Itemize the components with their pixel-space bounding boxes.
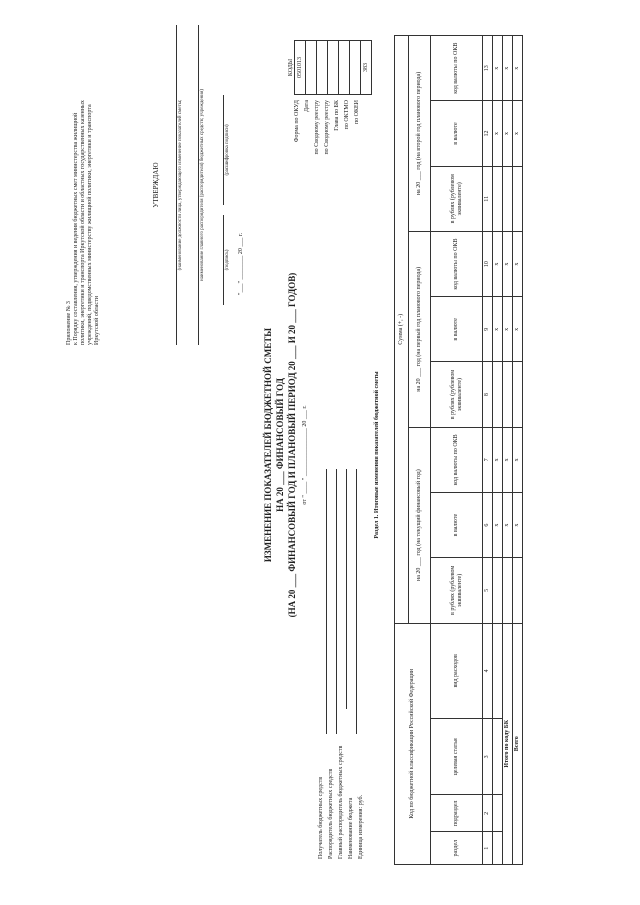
table-cell xyxy=(493,719,503,795)
x-cell: x xyxy=(503,297,513,362)
col-number: 5 xyxy=(483,558,493,623)
col-number: 6 xyxy=(483,492,493,557)
table-row xyxy=(503,36,513,865)
code-value xyxy=(350,41,361,95)
table-cell xyxy=(493,832,503,865)
col-header: раздел xyxy=(431,832,483,865)
doc-title xyxy=(262,245,298,645)
x-cell: x xyxy=(493,492,503,557)
table-cell xyxy=(493,558,503,623)
col-number: 13 xyxy=(483,36,493,101)
appendix-line: учреждений, подведомственных министерству жилищной политики, энергетики и транспорта xyxy=(87,104,93,345)
field-label: Получатель бюджетных средств xyxy=(318,776,324,859)
col-number: 1 xyxy=(483,832,493,865)
field-label: Главный распорядитель бюджетных средств xyxy=(338,745,344,859)
x-cell: x xyxy=(513,231,523,296)
col-header: код валюты по ОКВ xyxy=(431,427,483,492)
title-line: (НА 20 ___ ФИНАНСОВЫЙ ГОД И ПЛАНОВЫЙ ПЕРИОД 20 ___ И 20 ___ ГОДОВ) xyxy=(287,272,297,618)
col-header: в валюте xyxy=(431,297,483,362)
table-cell xyxy=(513,362,523,427)
field-row xyxy=(318,439,328,859)
field-row xyxy=(328,439,338,859)
table-cell xyxy=(513,558,523,623)
code-value xyxy=(328,41,339,95)
codes-table xyxy=(270,40,372,95)
col-number: 8 xyxy=(483,362,493,427)
changes-table xyxy=(394,35,523,865)
approve-title: УТВЕРЖДАЮ xyxy=(152,162,160,208)
col-number: 11 xyxy=(483,166,493,231)
table-cell xyxy=(503,166,513,231)
code-label: по Сводному реестру xyxy=(314,100,320,155)
title-line: ИЗМЕНЕНИЕ ПОКАЗАТЕЛЕЙ БЮДЖЕТНОЙ СМЕТЫ xyxy=(263,327,273,563)
year3-header: на 20 ___ год (на второй год планового периода) xyxy=(409,36,431,232)
code-label: по Сводному реестру xyxy=(324,100,330,155)
year2-header: на 20 ___ год (на первый год планового периода) xyxy=(409,231,431,427)
code-value: 0501013 xyxy=(295,41,306,95)
approve-line xyxy=(198,25,199,345)
appendix-line: Иркутской области xyxy=(94,296,100,345)
year1-header: на 20 ___ год (на текущий финансовый год) xyxy=(409,427,431,623)
appendix-line: политики, энергетики и транспорта Иркутской области и областных государственных казенных xyxy=(80,100,86,345)
x-cell: x xyxy=(503,492,513,557)
code-value xyxy=(306,41,317,95)
col-header: в рублях (рублевом эквиваленте) xyxy=(431,362,483,427)
field-row xyxy=(348,439,358,859)
x-cell: x xyxy=(503,231,513,296)
col-number: 10 xyxy=(483,231,493,296)
table-cell xyxy=(513,166,523,231)
x-cell: x xyxy=(513,492,523,557)
col-header: код валюты по ОКВ xyxy=(431,36,483,101)
table-cell xyxy=(493,795,503,832)
col-header: код валюты по ОКВ xyxy=(431,231,483,296)
appendix-line: Приложение № 3 xyxy=(66,301,72,345)
x-cell: x xyxy=(513,297,523,362)
decode-line xyxy=(223,95,224,205)
field-label: Распорядитель бюджетных средств xyxy=(328,768,334,859)
appendix-note xyxy=(66,25,101,345)
col-number: 7 xyxy=(483,427,493,492)
col-header: в валюте xyxy=(431,492,483,557)
x-cell: x xyxy=(493,297,503,362)
x-cell: x xyxy=(503,427,513,492)
col-header: в валюте xyxy=(431,101,483,166)
x-cell: x xyxy=(493,427,503,492)
field-label: Единица измерения: руб. xyxy=(358,794,364,859)
signature-line xyxy=(223,215,224,305)
x-cell: x xyxy=(513,36,523,101)
code-value xyxy=(339,41,350,95)
x-cell: x xyxy=(493,101,503,166)
field-line xyxy=(326,469,327,734)
x-cell: x xyxy=(503,101,513,166)
col-header: в рублях (рублевом эквиваленте) xyxy=(431,166,483,231)
table-cell xyxy=(503,558,513,623)
header-fields xyxy=(318,439,368,859)
table-cell xyxy=(493,623,503,719)
total-kbk-label: Итого по коду БК xyxy=(503,623,513,864)
field-line xyxy=(356,469,357,734)
table-cell xyxy=(503,362,513,427)
approve-line xyxy=(176,25,177,345)
code-value: 383 xyxy=(361,41,372,95)
signature-caption: (подпись) xyxy=(225,249,230,271)
code-value xyxy=(317,41,328,95)
table-row xyxy=(513,36,523,865)
col-number: 3 xyxy=(483,719,493,795)
x-cell: x xyxy=(513,427,523,492)
section-title: Раздел 1. Итоговые изменения показателей бюджетной сметы xyxy=(374,371,380,539)
code-label: Дата xyxy=(304,100,310,112)
doc-date: от " ____ " ________________ 20 ___ г. xyxy=(302,405,308,505)
col-number: 2 xyxy=(483,795,493,832)
col-number: 4 xyxy=(483,623,493,719)
table-cell xyxy=(493,362,503,427)
x-cell: x xyxy=(493,36,503,101)
col-number: 12 xyxy=(483,101,493,166)
col-header: вид расходов xyxy=(431,623,483,719)
approve-caption: наименование главного распорядителя (распорядителя) бюджетных средств; учреждения) xyxy=(200,89,205,281)
kbk-header: Код по бюджетной классификации Российской Федерации xyxy=(395,623,431,864)
x-cell: x xyxy=(493,231,503,296)
x-cell: x xyxy=(503,36,513,101)
code-label: Глава по БК xyxy=(334,100,340,131)
field-line xyxy=(336,469,337,734)
codes-header: КОДЫ xyxy=(288,58,294,77)
code-label: Форма по ОКУД xyxy=(294,100,300,143)
field-row xyxy=(358,439,368,859)
sum-header: Сумма (+, -) xyxy=(395,36,409,624)
appendix-line: к Порядку составления, утверждения и ведения бюджетных смет министерства жилищной xyxy=(73,112,79,345)
decode-caption: (расшифровка подписи) xyxy=(225,124,230,176)
col-header: в рублях (рублевом эквиваленте) xyxy=(431,558,483,623)
codes-labels xyxy=(294,100,364,205)
field-line xyxy=(346,469,347,709)
approve-date: "___" ________ 20 ___ г. xyxy=(238,232,244,295)
col-header: целевая статья xyxy=(431,719,483,795)
title-line: НА 20 ___ ФИНАНСОВЫЙ ГОД xyxy=(275,378,285,512)
total-all-label: Всего xyxy=(513,623,523,864)
col-header: подраздел xyxy=(431,795,483,832)
table-cell xyxy=(493,166,503,231)
code-label: по ОКЕИ xyxy=(354,100,360,125)
code-label: по ОКТМО xyxy=(344,100,350,130)
field-label: Наименование бюджета xyxy=(348,797,354,859)
x-cell: x xyxy=(513,101,523,166)
field-row xyxy=(338,439,348,859)
col-number: 9 xyxy=(483,297,493,362)
approve-caption: (наименование должности лица, утверждающего изменение показателей сметы; xyxy=(178,99,183,271)
table-row xyxy=(493,36,503,865)
